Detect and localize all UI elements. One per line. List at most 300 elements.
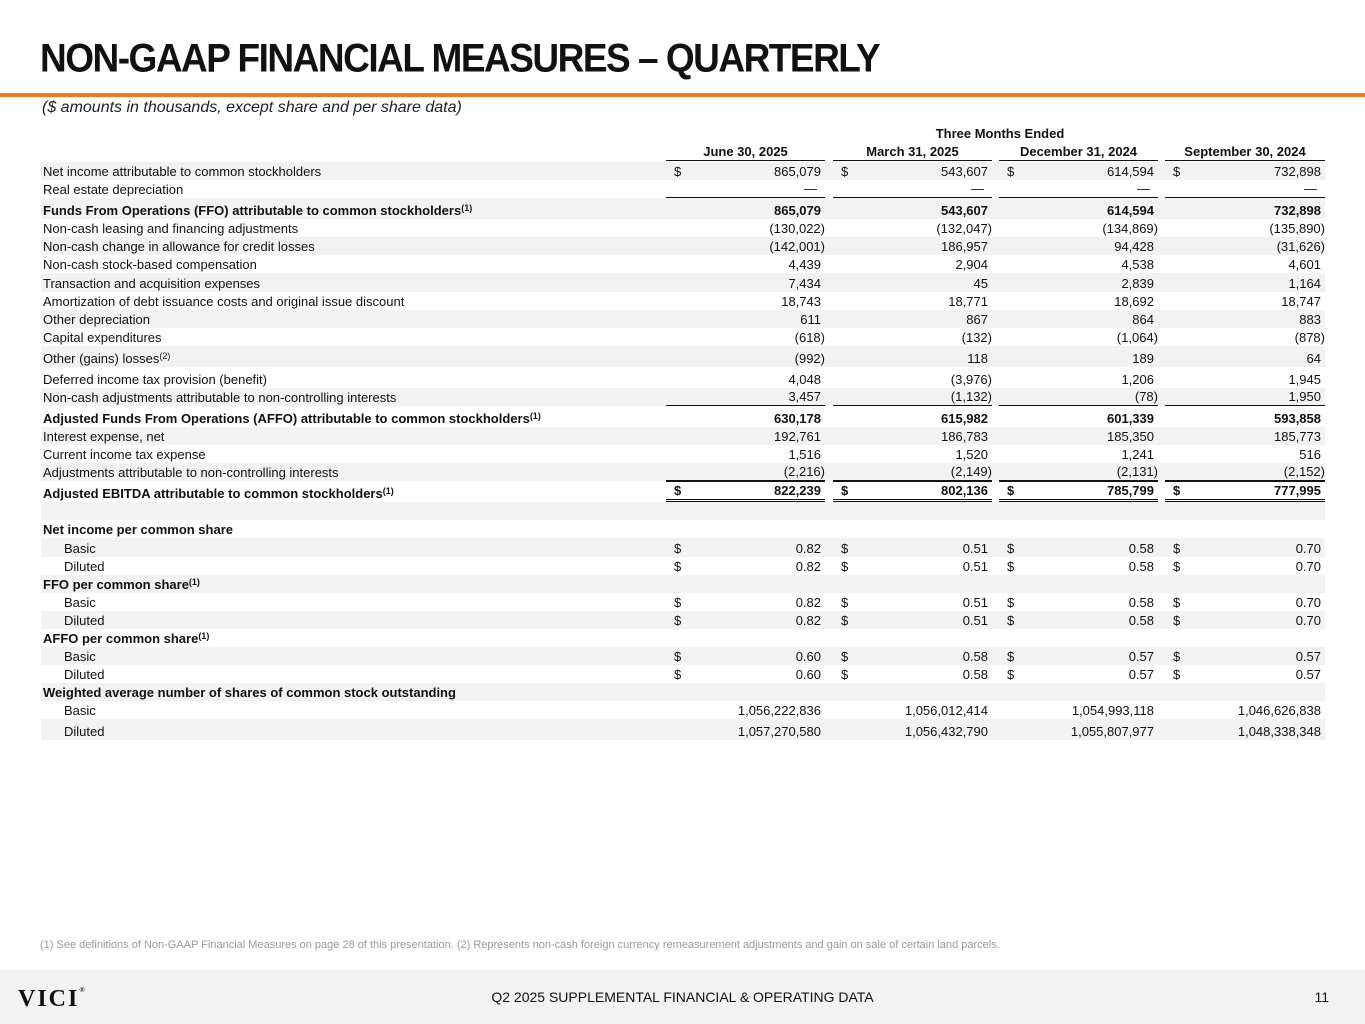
table-row xyxy=(41,719,1325,740)
table-cell xyxy=(833,255,992,273)
table-row xyxy=(41,538,1325,556)
dollar-sign: $ xyxy=(1007,594,1015,610)
row-label-text: AFFO per common share xyxy=(43,630,199,646)
table-cell xyxy=(666,310,825,328)
row-label xyxy=(43,351,170,366)
table-row xyxy=(41,520,1325,538)
cell-value: 1,056,012,414 xyxy=(904,703,988,719)
table-cell xyxy=(833,346,992,367)
cell-value: 0.58 xyxy=(1128,540,1154,556)
cell-value: 94,428 xyxy=(1114,239,1154,255)
cell-value: 7,434 xyxy=(788,275,821,291)
table-cell xyxy=(833,406,992,427)
table-cell xyxy=(999,388,1158,406)
table-cell xyxy=(1165,237,1325,255)
table-cell xyxy=(999,219,1158,237)
table-cell xyxy=(1165,388,1325,406)
table-cell xyxy=(999,629,1158,647)
cell-value: (1,132) xyxy=(950,388,992,404)
cell-value: 516 xyxy=(1299,447,1321,463)
cell-value: (2,216) xyxy=(783,464,825,480)
table-cell xyxy=(666,665,825,683)
table-cell xyxy=(666,198,825,219)
cell-value: — xyxy=(1304,181,1317,197)
table-cell xyxy=(1165,310,1325,328)
table-cell xyxy=(999,611,1158,629)
table-cell xyxy=(999,367,1158,388)
row-label: Non-cash leasing and financing adjustments xyxy=(43,221,299,237)
table-cell xyxy=(1165,647,1325,665)
table-row xyxy=(41,180,1325,198)
table-row xyxy=(41,406,1325,427)
table-cell xyxy=(666,162,825,180)
table-cell xyxy=(1165,162,1325,180)
row-label: Diluted xyxy=(64,667,105,683)
cell-value: 0.58 xyxy=(1128,612,1154,628)
page-title: NON-GAAP FINANCIAL MEASURES – QUARTERLY xyxy=(40,36,880,81)
title-accent-rule xyxy=(0,93,1365,97)
dollar-sign: $ xyxy=(841,594,849,610)
table-cell xyxy=(666,593,825,611)
row-label: Interest expense, net xyxy=(43,429,165,445)
cell-value: 64 xyxy=(1306,350,1321,366)
table-row xyxy=(41,388,1325,406)
cell-value: 0.51 xyxy=(962,540,988,556)
table-cell xyxy=(999,481,1158,502)
table-cell xyxy=(833,367,992,388)
table-cell xyxy=(1165,255,1325,273)
cell-value: 18,743 xyxy=(781,293,821,309)
page-number: 11 xyxy=(1314,989,1329,1005)
table-cell xyxy=(833,701,992,719)
table-row xyxy=(41,683,1325,701)
table-cell xyxy=(999,445,1158,463)
table-row xyxy=(41,701,1325,719)
cell-value: 1,950 xyxy=(1288,388,1321,404)
dollar-sign: $ xyxy=(1173,612,1181,628)
dollar-sign: $ xyxy=(674,483,682,499)
cell-value: 0.70 xyxy=(1295,540,1321,556)
cell-value: 0.57 xyxy=(1128,649,1154,665)
cell-value: 2,839 xyxy=(1121,275,1154,291)
table-cell xyxy=(833,328,992,346)
cell-value: 0.58 xyxy=(1128,594,1154,610)
table-cell xyxy=(999,719,1158,740)
cell-value: 1,056,432,790 xyxy=(904,724,988,740)
row-label-text: Adjusted Funds From Operations (AFFO) attributable to common stockholders xyxy=(43,410,530,426)
dollar-sign: $ xyxy=(841,649,849,665)
table-cell xyxy=(666,520,825,538)
row-label: Diluted xyxy=(64,558,105,574)
cell-value: 0.70 xyxy=(1295,612,1321,628)
dollar-sign: $ xyxy=(1173,483,1181,499)
table-row xyxy=(41,629,1325,647)
table-cell xyxy=(1165,593,1325,611)
table-row xyxy=(41,346,1325,367)
table-cell xyxy=(999,180,1158,198)
row-label: Capital expenditures xyxy=(43,329,162,345)
row-label xyxy=(43,577,200,592)
table-cell xyxy=(666,719,825,740)
cell-value: (78) xyxy=(1134,388,1158,404)
row-label: Real estate depreciation xyxy=(43,182,184,198)
row-label: Non-cash stock-based compensation xyxy=(43,257,257,273)
table-row xyxy=(41,463,1325,481)
table-row xyxy=(41,575,1325,593)
cell-value: 2,904 xyxy=(955,257,988,273)
table-cell xyxy=(666,367,825,388)
row-label: Basic xyxy=(64,649,96,665)
period-group-header: Three Months Ended xyxy=(935,126,1065,141)
table-cell xyxy=(833,575,992,593)
dollar-sign: $ xyxy=(674,612,682,628)
cell-value: 543,607 xyxy=(941,203,988,219)
table-cell xyxy=(999,292,1158,310)
table-cell xyxy=(833,445,992,463)
table-cell xyxy=(999,520,1158,538)
dollar-sign: $ xyxy=(674,164,682,180)
table-cell xyxy=(999,328,1158,346)
table-cell xyxy=(833,292,992,310)
table-row xyxy=(41,665,1325,683)
footnote-marker: (1) xyxy=(188,576,200,587)
footer-title: Q2 2025 SUPPLEMENTAL FINANCIAL & OPERATING DATA xyxy=(491,989,874,1005)
dollar-sign: $ xyxy=(1173,667,1181,683)
table-cell xyxy=(666,445,825,463)
table-cell xyxy=(999,463,1158,481)
dollar-sign: $ xyxy=(674,594,682,610)
cell-value: 865,079 xyxy=(774,203,821,219)
dollar-sign: $ xyxy=(674,558,682,574)
cell-value: 0.57 xyxy=(1295,649,1321,665)
table-cell xyxy=(833,198,992,219)
table-cell xyxy=(1165,367,1325,388)
row-label xyxy=(43,631,209,646)
cell-value: — xyxy=(804,181,817,197)
row-label: Amortization of debt issuance costs and original issue discount xyxy=(43,293,405,309)
table-cell xyxy=(1165,701,1325,719)
table-cell xyxy=(833,719,992,740)
table-cell xyxy=(999,701,1158,719)
row-label xyxy=(43,411,541,426)
table-cell xyxy=(833,502,992,520)
cell-value: 802,136 xyxy=(941,483,988,499)
table-row xyxy=(41,162,1325,180)
table-cell xyxy=(999,683,1158,701)
row-label: Adjustments attributable to non-controlling interests xyxy=(43,465,339,481)
cell-value: 1,164 xyxy=(1288,275,1321,291)
table-cell xyxy=(666,575,825,593)
cell-value: 45 xyxy=(973,275,988,291)
cell-value: 0.82 xyxy=(795,594,821,610)
cell-value: — xyxy=(1137,181,1150,197)
cell-value: 18,747 xyxy=(1281,293,1321,309)
table-cell xyxy=(666,388,825,406)
dollar-sign: $ xyxy=(841,558,849,574)
table-cell xyxy=(833,557,992,575)
table-cell xyxy=(999,346,1158,367)
cell-value: (992) xyxy=(794,350,825,366)
cell-value: 0.57 xyxy=(1295,667,1321,683)
cell-value: 883 xyxy=(1299,311,1321,327)
footnote-marker: (1) xyxy=(529,410,541,421)
table-cell xyxy=(833,593,992,611)
table-row xyxy=(41,647,1325,665)
cell-value: 614,594 xyxy=(1107,164,1154,180)
table-row xyxy=(41,611,1325,629)
table-cell xyxy=(833,683,992,701)
table-cell xyxy=(1165,328,1325,346)
table-cell xyxy=(1165,481,1325,502)
cell-value: 192,761 xyxy=(774,429,821,445)
cell-value: 1,056,222,836 xyxy=(737,703,821,719)
cell-value: — xyxy=(971,181,984,197)
table-cell xyxy=(666,611,825,629)
table-cell xyxy=(999,255,1158,273)
table-cell xyxy=(1165,406,1325,427)
cell-value: (134,869) xyxy=(1102,221,1158,237)
cell-value: 0.70 xyxy=(1295,594,1321,610)
dollar-sign: $ xyxy=(841,667,849,683)
table-cell xyxy=(1165,346,1325,367)
table-cell xyxy=(833,219,992,237)
table-cell xyxy=(1165,629,1325,647)
cell-value: 0.57 xyxy=(1128,667,1154,683)
table-cell xyxy=(666,180,825,198)
footnote-marker: (1) xyxy=(382,486,394,497)
table-row xyxy=(41,255,1325,273)
table-cell xyxy=(666,237,825,255)
cell-value: 867 xyxy=(966,311,988,327)
table-cell xyxy=(1165,273,1325,291)
table-row xyxy=(41,367,1325,388)
row-label: Deferred income tax provision (benefit) xyxy=(43,371,267,387)
table-row xyxy=(41,310,1325,328)
dollar-sign: $ xyxy=(1007,649,1015,665)
table-cell xyxy=(999,237,1158,255)
table-cell xyxy=(1165,683,1325,701)
cell-value: 543,607 xyxy=(941,164,988,180)
dollar-sign: $ xyxy=(841,164,849,180)
cell-value: (3,976) xyxy=(950,371,992,387)
cell-value: 0.51 xyxy=(962,558,988,574)
cell-value: 1,241 xyxy=(1121,447,1154,463)
table-cell xyxy=(833,162,992,180)
row-label: Basic xyxy=(64,703,96,719)
cell-value: 615,982 xyxy=(941,410,988,426)
cell-value: 785,799 xyxy=(1107,483,1154,499)
table-cell xyxy=(999,310,1158,328)
cell-value: (132,047) xyxy=(936,221,992,237)
table-cell xyxy=(833,427,992,445)
table-cell xyxy=(1165,520,1325,538)
dollar-sign: $ xyxy=(1173,594,1181,610)
table-row xyxy=(41,481,1325,502)
table-cell xyxy=(833,481,992,502)
cell-value: 777,995 xyxy=(1274,483,1321,499)
logo-registered-mark: ® xyxy=(79,986,85,994)
cell-value: 0.82 xyxy=(795,612,821,628)
table-cell xyxy=(833,647,992,665)
cell-value: (878) xyxy=(1294,329,1325,345)
cell-value: 732,898 xyxy=(1274,164,1321,180)
table-row xyxy=(41,219,1325,237)
cell-value: 18,692 xyxy=(1114,293,1154,309)
table-cell xyxy=(666,255,825,273)
cell-value: 1,516 xyxy=(788,447,821,463)
cell-value: (2,152) xyxy=(1283,464,1325,480)
table-cell xyxy=(1165,538,1325,556)
cell-value: 0.70 xyxy=(1295,558,1321,574)
table-cell xyxy=(1165,575,1325,593)
table-cell xyxy=(1165,445,1325,463)
cell-value: 3,457 xyxy=(788,388,821,404)
cell-value: 186,783 xyxy=(941,429,988,445)
table-row xyxy=(41,292,1325,310)
dollar-sign: $ xyxy=(674,667,682,683)
cell-value: 1,048,338,348 xyxy=(1237,724,1321,740)
cell-value: (132) xyxy=(961,329,992,345)
table-cell xyxy=(833,388,992,406)
row-label-text: Adjusted EBITDA attributable to common stockholders xyxy=(43,486,383,502)
cell-value: 1,055,807,977 xyxy=(1070,724,1154,740)
dollar-sign: $ xyxy=(1007,612,1015,628)
cell-value: 189 xyxy=(1132,350,1154,366)
cell-value: 0.58 xyxy=(1128,558,1154,574)
cell-value: 186,957 xyxy=(941,239,988,255)
cell-value: 4,538 xyxy=(1121,257,1154,273)
table-cell xyxy=(1165,427,1325,445)
cell-value: 1,054,993,118 xyxy=(1071,703,1154,719)
dollar-sign: $ xyxy=(841,540,849,556)
table-cell xyxy=(999,575,1158,593)
cell-value: 1,520 xyxy=(955,447,988,463)
cell-value: 614,594 xyxy=(1107,203,1154,219)
logo-text: VICI xyxy=(18,986,80,1012)
table-cell xyxy=(999,665,1158,683)
cell-value: 611 xyxy=(800,311,821,327)
row-label: Weighted average number of shares of common stock outstanding xyxy=(43,685,456,701)
table-row xyxy=(41,273,1325,291)
cell-value: 0.51 xyxy=(962,612,988,628)
table-cell xyxy=(1165,665,1325,683)
spacer-row xyxy=(41,502,1325,520)
column-header: September 30, 2024 xyxy=(1165,144,1325,161)
table-row xyxy=(41,198,1325,219)
column-header: March 31, 2025 xyxy=(833,144,992,161)
table-row xyxy=(41,557,1325,575)
column-headers xyxy=(0,144,1365,161)
table-cell xyxy=(1165,611,1325,629)
table-cell xyxy=(833,463,992,481)
table-cell xyxy=(833,273,992,291)
table-row xyxy=(41,593,1325,611)
cell-value: 630,178 xyxy=(774,410,821,426)
table-cell xyxy=(999,593,1158,611)
page-footer xyxy=(0,970,1365,1024)
table-cell xyxy=(666,427,825,445)
table-row xyxy=(41,445,1325,463)
table-cell xyxy=(999,427,1158,445)
table-cell xyxy=(1165,463,1325,481)
cell-value: 0.82 xyxy=(795,540,821,556)
row-label: Other depreciation xyxy=(43,311,150,327)
table-cell xyxy=(1165,719,1325,740)
cell-value: 0.60 xyxy=(795,667,821,683)
page-subtitle: ($ amounts in thousands, except share and per share data) xyxy=(42,99,462,116)
table-cell xyxy=(833,310,992,328)
table-cell xyxy=(666,292,825,310)
column-header: June 30, 2025 xyxy=(666,144,825,161)
cell-value: 185,350 xyxy=(1107,429,1154,445)
table-cell xyxy=(666,701,825,719)
cell-value: 1,057,270,580 xyxy=(737,724,821,740)
cell-value: (2,149) xyxy=(950,464,992,480)
cell-value: (2,131) xyxy=(1116,464,1158,480)
cell-value: (1,064) xyxy=(1116,329,1158,345)
row-label: Diluted xyxy=(64,612,105,628)
dollar-sign: $ xyxy=(1173,558,1181,574)
table-cell xyxy=(1165,292,1325,310)
cell-value: 0.58 xyxy=(962,667,988,683)
table-cell xyxy=(666,481,825,502)
row-label: Net income attributable to common stockholders xyxy=(43,164,322,180)
dollar-sign: $ xyxy=(1007,164,1015,180)
cell-value: 0.60 xyxy=(795,649,821,665)
cell-value: (31,626) xyxy=(1276,239,1325,255)
row-label xyxy=(43,486,394,501)
cell-value: 1,945 xyxy=(1288,371,1321,387)
dollar-sign: $ xyxy=(674,649,682,665)
dollar-sign: $ xyxy=(674,540,682,556)
dollar-sign: $ xyxy=(1007,667,1015,683)
dollar-sign: $ xyxy=(841,612,849,628)
row-label: Non-cash change in allowance for credit losses xyxy=(43,239,315,255)
cell-value: 0.82 xyxy=(795,558,821,574)
row-label: Transaction and acquisition expenses xyxy=(43,275,261,291)
cell-value: 593,858 xyxy=(1274,410,1321,426)
row-label-text: Funds From Operations (FFO) attributable to common stockholders xyxy=(43,203,462,219)
dollar-sign: $ xyxy=(1173,164,1181,180)
table-row xyxy=(41,427,1325,445)
table-cell xyxy=(999,198,1158,219)
row-label: Basic xyxy=(64,540,96,556)
table-cell xyxy=(833,520,992,538)
table-cell xyxy=(666,629,825,647)
cell-value: 1,206 xyxy=(1121,371,1154,387)
row-label xyxy=(43,203,472,218)
table-cell xyxy=(999,538,1158,556)
column-header: December 31, 2024 xyxy=(999,144,1158,161)
table-cell xyxy=(666,683,825,701)
table-cell xyxy=(1165,198,1325,219)
row-label-text: Other (gains) losses xyxy=(43,350,160,366)
table-cell xyxy=(666,273,825,291)
table-cell xyxy=(1165,502,1325,520)
cell-value: 18,771 xyxy=(948,293,988,309)
table-cell xyxy=(666,647,825,665)
cell-value: 601,339 xyxy=(1107,410,1154,426)
cell-value: (142,001) xyxy=(769,239,825,255)
cell-value: 865,079 xyxy=(774,164,821,180)
cell-value: 4,601 xyxy=(1288,257,1321,273)
row-label-text: FFO per common share xyxy=(43,576,189,592)
table-cell xyxy=(1165,180,1325,198)
cell-value: (130,022) xyxy=(769,221,825,237)
dollar-sign: $ xyxy=(841,483,849,499)
table-cell xyxy=(1165,557,1325,575)
financial-table xyxy=(41,162,1325,740)
